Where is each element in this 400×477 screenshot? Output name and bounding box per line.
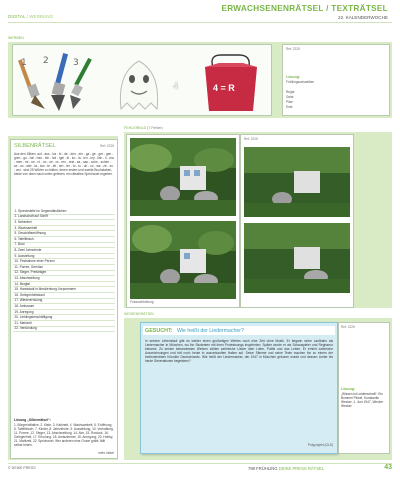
page-number: 43 <box>384 464 392 471</box>
fehlerbild-label-suffix: (7 Fehler) <box>147 126 163 130</box>
silben-item-text: 15. Handstadt in Mecklenburg-Vorpommern <box>14 287 77 292</box>
wissen-solution-text: „Wissen ist Leidenschaft“: Ein Bummel Pinkel, Konstantin Wecker, 1. Juni 1947, Wecker Wecker <box>341 392 384 408</box>
wissen-credit: Polyprojekt (GLS) <box>307 443 333 447</box>
silben-item-text: 11. Porree, Gemüse <box>14 264 43 269</box>
wissen-solution-label: Lösung: <box>341 387 356 391</box>
svg-text:1: 1 <box>21 58 27 68</box>
werben-option-3: Pilze <box>286 100 293 104</box>
silben-solution-heading: Lösung „Silbenrätsel“: <box>14 418 51 422</box>
wissen-body: In seinem Lebenslauf gibt es wieder einen großartigen Wertes noch eine Zeit ohne Musik. Er begann seine Laufbahn als Liedermacher in München, wo ihn Studenten mit ihren Protestsongs inspirierten. Später wurde er als Schauspieler und Regisseur bekannt. Zu seinen bekanntesten Werken zählen zahlreiche Lieder über Liebe, Politik und das Leben. Er erhielt zahlreiche Auszeichnungen und tritt noch heute in ausverkauften Hallen auf. Seine Stimme und seine Texte machen ihn zu einem der bedeutendsten Künstler Deutschlands. Wie heißt der Liedermacher, der 1947 in München geboren wurde und dessen Lieder bis heute Generationen begeistern? <box>145 339 333 363</box>
footer-center-accent: DEIKE PRESS RÄTSEL <box>278 466 325 471</box>
svg-text:2: 2 <box>43 56 49 66</box>
header-rule <box>8 22 392 23</box>
sign-text: 4 = R <box>213 83 235 93</box>
wissen-ref: Ref: 2225 <box>341 325 355 329</box>
fehlerbild-card <box>126 134 240 308</box>
silben-more-link[interactable]: mehr rätsel <box>98 451 114 455</box>
fehlerbild-solution-photo-bottom <box>244 223 350 293</box>
werben-solution-label: Lösung: <box>286 75 301 79</box>
fehlerbild-solution-card <box>240 134 354 308</box>
werben-ref: Ref: 2225 <box>286 47 300 51</box>
silben-item-text: 2. Landschaft auf Schiff <box>14 214 48 219</box>
fehlerbild-photo-top <box>130 138 236 216</box>
wissen-card <box>140 322 338 454</box>
silben-item-text: 7. Bubi <box>14 242 25 247</box>
silben-item-text: 1. Sprechstelle im Gegenständlichen <box>14 208 67 213</box>
fehlerbild-solution-photo-top <box>244 147 350 217</box>
silben-intro: Aus den Silben: auf - aus - ba - bi - de - den - ein - ga - ge - ger - gen - gren - gu - hal - han - hin - hol - igel - ki - ko - la - len - ley - lich - li - ma - men - mi - ne - ni - no - oe - ra - ren - rest - sa - sau - sche - schen - se - so - ster - ta - tan - te - tel - ten - ter - to - tu - un - vo - wa - ze - zu - zwi - sind 25 Wörter zu bilden, deren ersten und zweite Buchstaben, beide von oben nach unten gelesen, ein rätseltes Sprichwort ergeben. <box>14 152 114 176</box>
werben-option-2: Geist <box>286 95 294 99</box>
silben-heading: SILBENRÄTSEL <box>14 143 56 149</box>
silben-item-text: 5. Geschäftseröffnung <box>14 231 46 236</box>
header-title: ERWACHSENENRÄTSEL / TEXTRÄTSEL <box>221 4 388 13</box>
wissen-label: WISSENSRÄTSEL <box>124 312 155 316</box>
silben-item-text: 16. Gelegenheitskauf <box>14 292 45 297</box>
footer-center <box>248 466 324 471</box>
header-left-label-accent: / WERBUNG <box>26 14 54 19</box>
footer-rule <box>8 463 392 464</box>
paint-brushes-icon <box>15 51 103 113</box>
silben-item-text: 8. Zwei Jahrzehnte <box>14 247 42 252</box>
silben-item-text: 20. Lieblingsbeschäftigung <box>14 315 53 320</box>
silben-item-text: 12. Sieger, Preisträger <box>14 270 47 275</box>
silben-item-text: 21. Mahlzeit <box>14 320 32 325</box>
header <box>0 0 400 26</box>
silben-item-text: 19. Anregung <box>14 309 34 314</box>
wissen-title-bold: GESUCHT: <box>145 327 173 334</box>
header-right-label: 22. KALENDERWOCHE <box>338 15 388 20</box>
werben-solution-sub: Frühlingsschwalben <box>286 80 315 84</box>
fehlerbild-caption: Fotonachbildung <box>130 300 154 304</box>
werben-illustration-card <box>12 44 272 116</box>
silben-item-text: 22. Verkündung <box>14 326 37 331</box>
section-werben-label: WERBEN <box>8 36 24 40</box>
silben-list <box>13 208 115 332</box>
wissen-title-bar <box>143 326 335 335</box>
silben-item-text: 6. Tafelfleisch <box>14 236 34 241</box>
silben-item-text: 4. Wachsamkeit <box>14 225 38 230</box>
brush-2 <box>51 53 68 111</box>
puzzle-number-4: 4 <box>173 81 179 92</box>
header-left-label <box>8 14 53 19</box>
werben-option-4: Ente <box>286 105 293 109</box>
wissen-solution-card <box>338 322 390 454</box>
silben-item-text: 13. Abschweifung <box>14 275 40 280</box>
footer-center-prefix: 788 FRÜHLING <box>248 466 278 471</box>
fehlerbild-photo-bottom <box>130 221 236 299</box>
footer-left: © DEIKE PRESS <box>8 466 36 470</box>
silben-item-text: 10. Festnahme einer Person <box>14 259 55 264</box>
silben-item <box>13 326 115 333</box>
silben-card <box>10 139 118 459</box>
silben-item-text: 18. Amtsraum <box>14 303 35 308</box>
silben-ref: Ref: 2225 <box>100 144 114 148</box>
werben-option-1: Regal <box>286 90 295 94</box>
svg-text:3: 3 <box>73 58 79 68</box>
fehlerbild-ref: Ref: 2225 <box>244 137 258 141</box>
fehlerbild-label <box>124 126 163 130</box>
header-left-label-main: DIGITAL <box>8 14 26 19</box>
silben-solution-text: 1. Bürgerinitiative, 2. Kiste, 3. Kabinett, 4. Wachsamkeit, 5. Eröffnung, 6. Tafelfleisch, 7. Kinder, 8. Jahrzehnte, 9. Ausstellung, 10. Verhaftung, 11. Porree, 12. Sieger, 13. Abschweifung, 14. Alm, 15. Rostock, 16. Gelegenheit, 17. Erholung, 18. Amtszimmer, 19. Anregung, 20. Hobby, 21. Mahlzeit, 22. Sprichwort: Wer anderen eine Grube gräbt, fällt selbst hinein. <box>14 423 114 447</box>
fehlerbild-label-main: FEHLERBILD <box>124 126 147 130</box>
silben-item-text: 14. Bergtal <box>14 281 30 286</box>
ghost-icon <box>109 53 169 113</box>
werben-solution-card <box>282 44 390 116</box>
silben-item-text: 9. Ausstellung <box>14 253 35 258</box>
silben-item-text: 17. Wiedererholung <box>14 298 43 303</box>
wissen-title-rest: Wie heißt der Liedermacher? <box>177 327 244 334</box>
silben-item-text: 3. Nebenbei <box>14 219 32 224</box>
